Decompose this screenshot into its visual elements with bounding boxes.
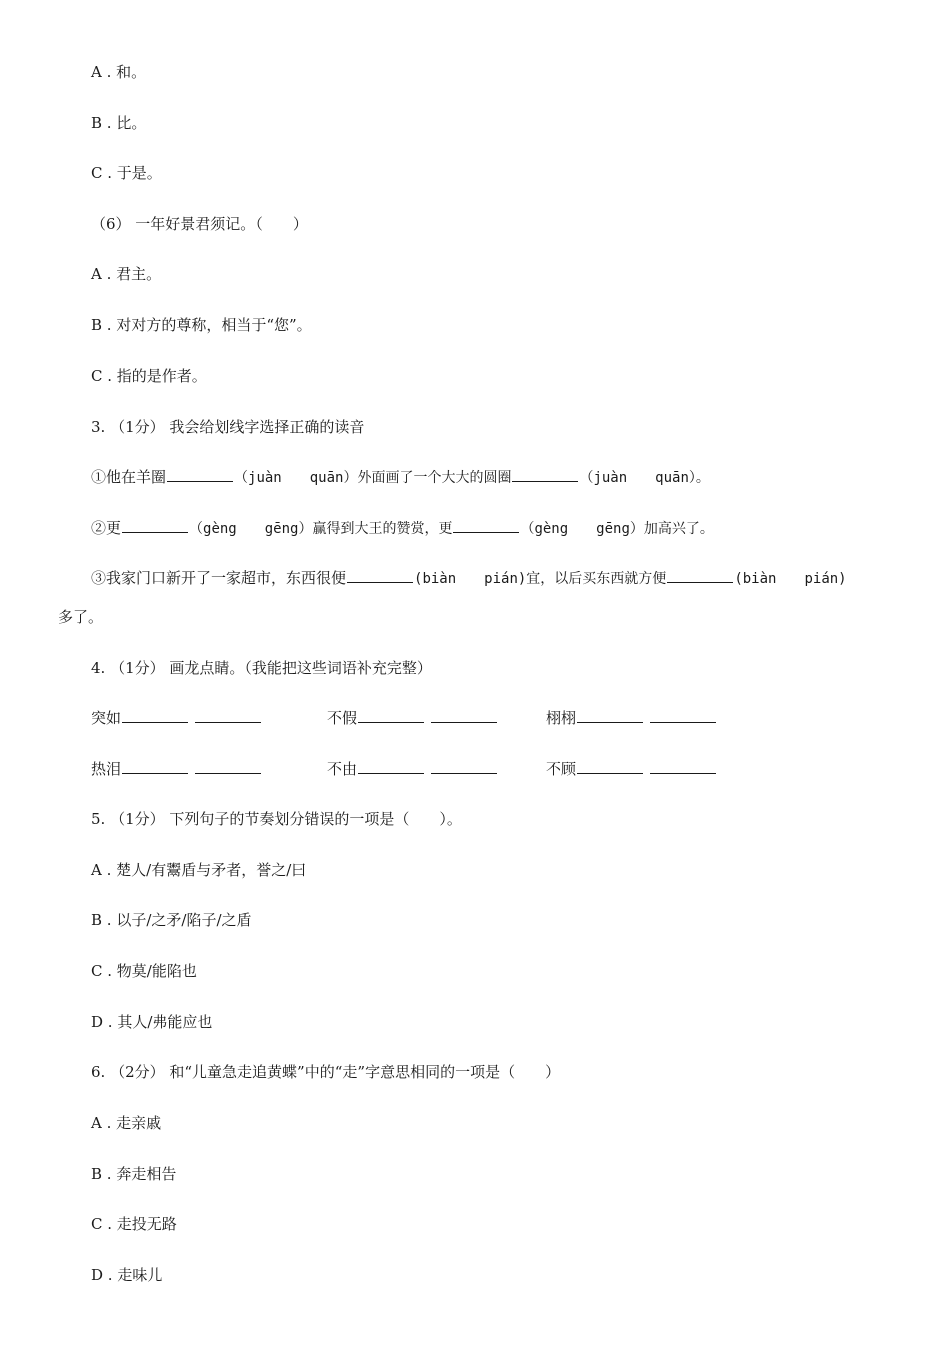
option-a: A . 和。 xyxy=(91,63,147,81)
option-c: C . 物莫/能陷也 xyxy=(91,962,197,980)
fill-blank[interactable] xyxy=(650,759,716,774)
option-d: D . 其人/弗能应也 xyxy=(91,1013,213,1031)
fill-blank[interactable] xyxy=(195,759,261,774)
fill-blank[interactable] xyxy=(122,708,188,723)
fill-blank[interactable] xyxy=(358,708,424,723)
pinyin-line-1: ①他在羊圈 （juàn quān）外面画了一个大大的圆圈 （juàn quān）。 xyxy=(91,468,710,486)
idiom-item: 突如 xyxy=(91,708,262,728)
pinyin-line-3-cont: 多了。 xyxy=(58,608,104,626)
fill-blank[interactable] xyxy=(577,708,643,723)
question-stem: 6. （2分） 和“儿童急走追黄蝶”中的“走”字意思相同的一项是（ ） xyxy=(91,1063,561,1081)
fill-blank[interactable] xyxy=(431,708,497,723)
idiom-item: 栩栩 xyxy=(546,708,717,728)
option-d: D . 走味儿 xyxy=(91,1266,163,1284)
question-stem: 5. （1分） 下列句子的节奏划分错误的一项是（ ）。 xyxy=(91,810,462,828)
fill-blank[interactable] xyxy=(512,467,578,482)
fill-blank[interactable] xyxy=(453,518,519,533)
option-b: B . 对对方的尊称，相当于“您”。 xyxy=(91,316,312,334)
fill-blank[interactable] xyxy=(195,708,261,723)
question-stem: （6） 一年好景君须记。（ ） xyxy=(91,215,308,233)
option-a: A . 君主。 xyxy=(91,265,162,283)
idiom-item: 热泪 xyxy=(91,759,262,779)
option-c: C . 于是。 xyxy=(91,164,162,182)
idiom-item: 不由 xyxy=(327,759,498,779)
option-b: B . 比。 xyxy=(91,114,147,132)
pinyin-line-3: ③我家门口新开了一家超市，东西很便 (biàn pián)宜，以后买东西就方便 (biàn pián) xyxy=(91,569,847,587)
question-stem: 3. （1分） 我会给划线字选择正确的读音 xyxy=(91,418,365,436)
option-a: A . 楚人/有鬻盾与矛者，誉之/曰 xyxy=(91,861,307,879)
fill-blank[interactable] xyxy=(122,759,188,774)
fill-blank[interactable] xyxy=(167,467,233,482)
fill-blank[interactable] xyxy=(431,759,497,774)
option-b: B . 奔走相告 xyxy=(91,1165,177,1183)
idiom-item: 不顾 xyxy=(546,759,717,779)
fill-blank[interactable] xyxy=(358,759,424,774)
fill-blank[interactable] xyxy=(650,708,716,723)
pinyin-line-2: ②更 （gèng gēng）赢得到大王的赞赏，更 （gèng gēng）加高兴了。 xyxy=(91,519,714,537)
option-c: C . 指的是作者。 xyxy=(91,367,207,385)
fill-blank[interactable] xyxy=(577,759,643,774)
option-b: B . 以子/之矛/陷子/之盾 xyxy=(91,911,252,929)
question-stem: 4. （1分） 画龙点睛。（我能把这些词语补充完整） xyxy=(91,659,432,677)
option-a: A . 走亲戚 xyxy=(91,1114,162,1132)
idiom-item: 不假 xyxy=(327,708,498,728)
fill-blank[interactable] xyxy=(347,568,413,583)
fill-blank[interactable] xyxy=(667,568,733,583)
fill-blank[interactable] xyxy=(122,518,188,533)
option-c: C . 走投无路 xyxy=(91,1215,177,1233)
